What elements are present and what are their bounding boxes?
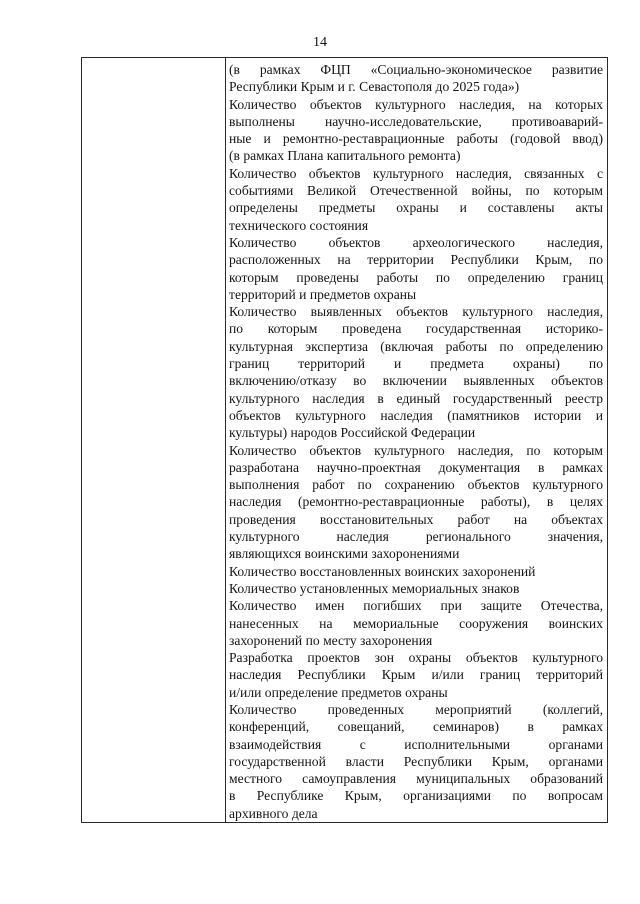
indicator-text-line: выполнены научно-исследовательские, противоаварий- bbox=[229, 113, 603, 129]
indicator-text-line: событиями Великой Отечественной войны, по которым bbox=[229, 183, 603, 199]
indicators-table bbox=[81, 57, 608, 823]
indicator-entry bbox=[229, 597, 603, 649]
indicator-entry bbox=[229, 442, 603, 563]
indicator-text-line: захоронений по месту захоронения bbox=[229, 632, 433, 648]
indicator-text-line: объектов культурного наследия (памятников истории и bbox=[229, 407, 603, 423]
indicator-text-line: культуры) народов Российской Федерации bbox=[229, 425, 476, 441]
indicator-text-line: взаимодействия с исполнительными органами bbox=[229, 736, 603, 752]
indicator-text-line: разработана научно-проектная документация в рамках bbox=[229, 459, 603, 475]
indicator-text-line: технического состояния bbox=[229, 217, 369, 233]
indicator-text-line: наследия (ремонтно-реставрационные работы), в целях bbox=[229, 494, 603, 510]
empty-left-column bbox=[82, 58, 226, 822]
indicator-text-line: расположенных на территории Республики Крым, по bbox=[229, 252, 603, 268]
indicator-entry bbox=[229, 96, 603, 165]
indicator-entry bbox=[229, 701, 603, 822]
indicator-text-line: нанесенных на мемориальные сооружения воинских bbox=[229, 615, 603, 631]
indicator-text-line: Количество выявленных объектов культурного наследия, bbox=[229, 304, 603, 320]
indicator-text-line: культурная экспертиза (включая работы по определению bbox=[229, 338, 603, 354]
indicator-text-line: Количество установленных мемориальных знаков bbox=[229, 580, 520, 596]
indicator-entry bbox=[229, 303, 603, 441]
indicator-text-line: и/или определение предметов охраны bbox=[229, 684, 448, 700]
indicator-text-line: культурного наследия в единый государственный реестр bbox=[229, 390, 603, 406]
indicator-entry bbox=[229, 165, 603, 234]
indicator-text-line: Количество объектов культурного наследия, связанных с bbox=[229, 165, 603, 181]
indicator-text-line: наследия Республики Крым и/или границ территорий bbox=[229, 667, 603, 683]
indicator-entry bbox=[229, 234, 603, 303]
indicator-text-line: Республики Крым и г. Севастополя до 2025 года») bbox=[229, 79, 520, 95]
indicator-text-line: границ территорий и предмета охраны) по bbox=[229, 356, 603, 372]
indicator-text-line: (в рамках Плана капитального ремонта) bbox=[229, 148, 461, 164]
indicator-text-line: Разработка проектов зон охраны объектов культурного bbox=[229, 650, 603, 666]
indicator-entry bbox=[229, 580, 603, 597]
indicator-text-line: Количество восстановленных воинских захоронений bbox=[229, 563, 536, 579]
indicator-entry bbox=[229, 563, 603, 580]
indicator-text-line: проведения восстановительных работ на объектах bbox=[229, 511, 603, 527]
indicator-text-line: Количество проведенных мероприятий (коллегий, bbox=[229, 701, 603, 717]
indicator-text-line: Количество имен погибших при защите Отечества, bbox=[229, 598, 603, 614]
indicator-text-line: которым проведены работы по определению границ bbox=[229, 269, 603, 285]
indicator-text-line: архивного дела bbox=[229, 805, 318, 821]
indicator-text-line: являющихся воинскими захоронениями bbox=[229, 546, 460, 562]
indicator-text-line: включению/отказу во включении выявленных объектов bbox=[229, 373, 603, 389]
indicator-text-line: ные и ремонтно-реставрационные работы (годовой ввод) bbox=[229, 131, 603, 147]
indicator-text-line: территорий и предметов охраны bbox=[229, 286, 417, 302]
indicator-text-line: Количество объектов культурного наследия, на которых bbox=[229, 96, 603, 112]
indicator-entry bbox=[229, 649, 603, 701]
page-number: 14 bbox=[313, 35, 327, 50]
indicator-text-line: по которым проведена государственная историко- bbox=[229, 321, 603, 337]
indicator-text-line: в Республике Крым, организациями по вопросам bbox=[229, 788, 603, 804]
indicator-text-line: определены предметы охраны и составлены акты bbox=[229, 200, 603, 216]
indicator-text-line: культурного наследия регионального значения, bbox=[229, 529, 603, 545]
indicator-text-line: выполнения работ по сохранению объектов культурного bbox=[229, 477, 603, 493]
indicator-entry bbox=[229, 61, 603, 96]
indicator-text-line: государственной власти Республики Крым, органами bbox=[229, 753, 603, 769]
indicator-text-line: конференций, совещаний, семинаров) в рамках bbox=[229, 719, 603, 735]
indicator-text-line: Количество объектов археологического наследия, bbox=[229, 234, 603, 250]
indicator-text-line: местного самоуправления муниципальных образований bbox=[229, 771, 603, 787]
indicator-text-line: (в рамках ФЦП «Социально-экономическое развитие bbox=[229, 62, 603, 77]
indicator-text-line: Количество объектов культурного наследия, по которым bbox=[229, 442, 603, 458]
indicators-column bbox=[229, 61, 603, 822]
